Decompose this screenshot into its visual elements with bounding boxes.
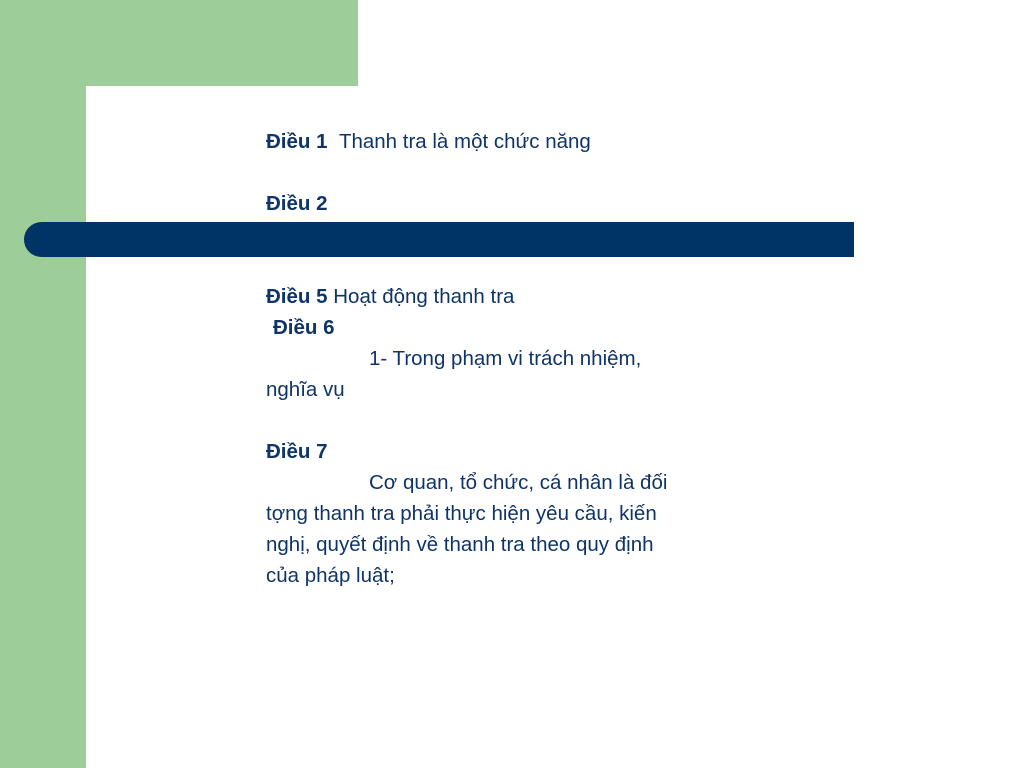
blue-title-bar <box>24 222 854 257</box>
article-2-line <box>266 188 786 219</box>
article-1-text: Thanh tra là một chức năng <box>338 130 591 153</box>
article-1-line <box>266 126 786 157</box>
article-7-heading: Điều 7 <box>266 440 328 463</box>
article-7-text-line-1: Cơ quan, tổ chức, cá nhân là đối <box>369 471 668 494</box>
article-5-line <box>266 281 786 312</box>
spacer <box>266 405 786 436</box>
article-7-text-line-4: của pháp luật; <box>266 564 395 587</box>
article-7-text-line-2: tợng thanh tra phải thực hiện yêu cầu, kiến <box>266 502 657 525</box>
article-7-line <box>266 436 786 467</box>
article-6-text-line-1: 1- Trong phạm vi trách nhiệm, <box>369 347 642 370</box>
article-7-text-line-3: nghị, quyết định về thanh tra theo quy định <box>266 533 654 556</box>
article-6-heading: Điều 6 <box>273 316 335 339</box>
green-accent-top <box>0 0 358 86</box>
article-6-text-line-2: nghĩa vụ <box>266 378 345 401</box>
article-6-line <box>266 312 786 343</box>
article-5-text: Hoạt động thanh tra <box>333 285 515 308</box>
article-1-heading: Điều 1 <box>266 130 328 153</box>
article-5-heading: Điều 5 <box>266 285 328 308</box>
article-2-heading: Điều 2 <box>266 192 328 215</box>
spacer <box>266 157 786 188</box>
green-accent-column <box>0 0 86 768</box>
slide-body-text <box>266 126 786 591</box>
